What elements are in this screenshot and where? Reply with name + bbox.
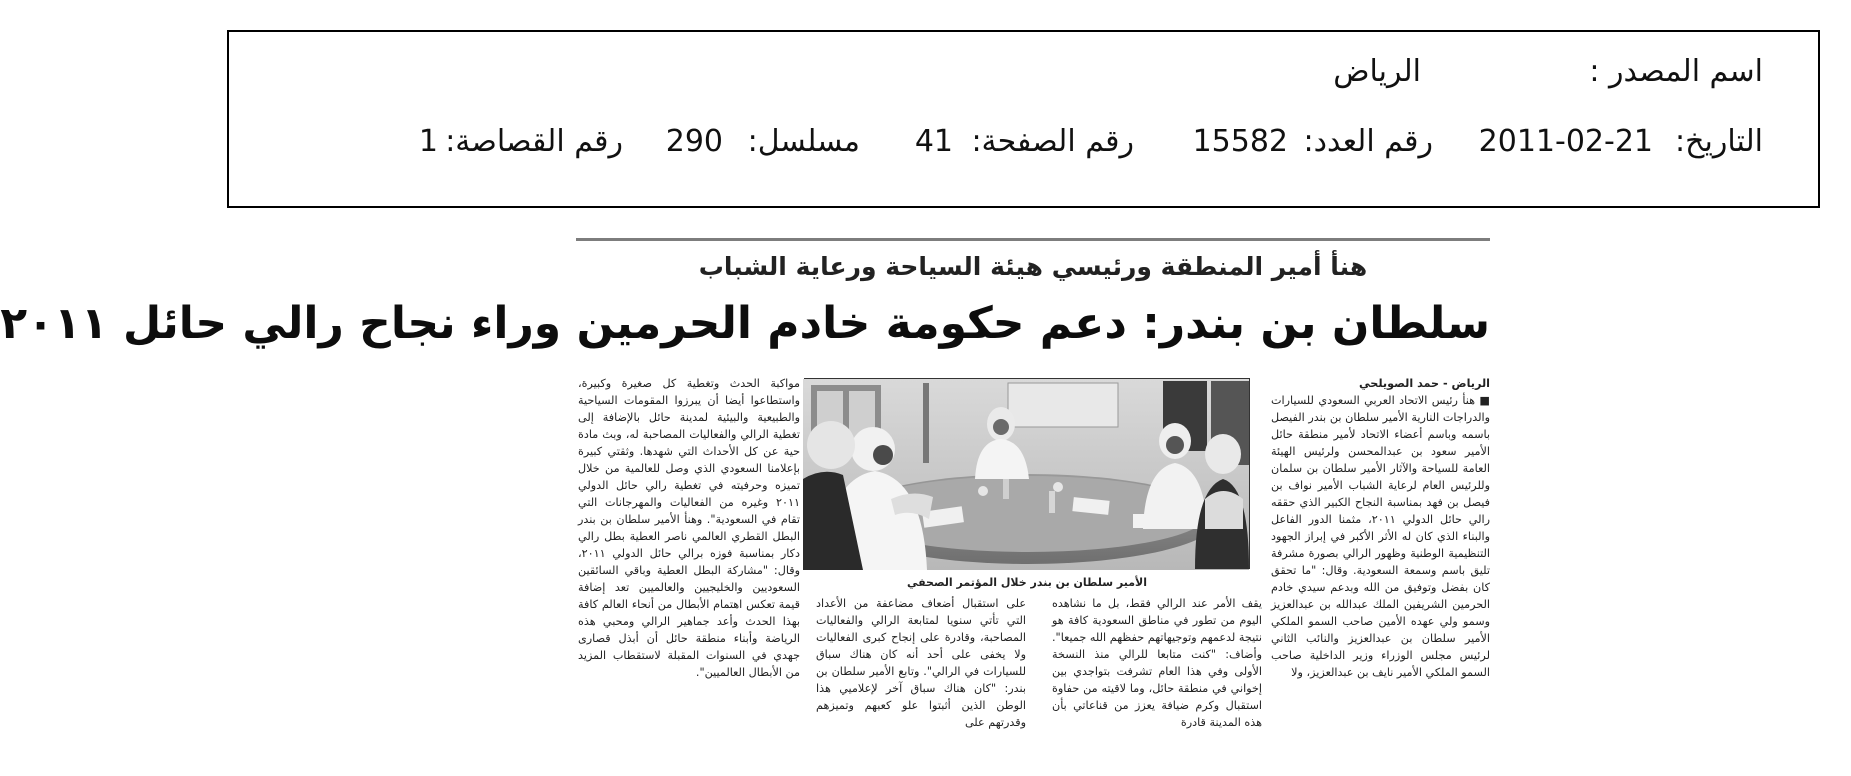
article-byline: الرياض - حمد الصويلحي [1358,377,1490,390]
article-column-left [578,375,800,755]
source-value: الرياض [1333,54,1421,89]
date-label: التاريخ: [1675,124,1763,159]
serial-label: مسلسل: [747,124,860,159]
article-photo [804,378,1250,569]
clip-value: 1 [418,124,438,159]
article-kicker: هنأ أمير المنطقة ورئيسي هيئة السياحة ورعاية الشباب [698,252,1368,281]
photo-caption: الأمير سلطان بن بندر خلال المؤتمر الصحفي [906,576,1148,589]
source-label: اسم المصدر : [1589,54,1763,89]
top-rule [576,238,1490,241]
issue-label: رقم العدد: [1303,124,1433,159]
column-text: على استقبال أضعاف مضاعفة من الأعداد التي تأتي سنويا لمتابعة الرالي والفعاليات المصاحبة، وقادرة على إنجاح كبرى الفعاليات ولا يخفى على أحد أنه كان هناك سباق للسيارات في الرالي". وتابع الأمير سلطان بن بندر: "كان هناك سباق آخر لإعلاميي هذا الوطن الذين أثبتوا علو كعبهم وتميزهم وقدرتهم على [816,597,1026,729]
serial-value: 290 [665,124,723,159]
newspaper-clipping [0,238,1490,756]
date-value: 2011-02-21 [1478,124,1653,159]
article-column-mid-left [816,595,1026,755]
article-column-right [1271,375,1490,753]
issue-value: 15582 [1192,124,1288,159]
page-label: رقم الصفحة: [971,124,1134,159]
column-text: يقف الأمر عند الرالي فقط، بل ما نشاهده اليوم من تطور في مناطق السعودية كافة هو نتيجة لدعمهم وتوجيهاتهم حفظهم الله جميعا". وأضاف: "كنت متابعا للرالي منذ النسخة الأولى وفي هذا العام تشرفت بتواجدي بين إخواني في منطقة حائل، وما لاقيته من حفاوة استقبال وكرم ضيافة يعزز من قناعاتي بأن هذه المدينة قادرة [1052,597,1262,729]
article-headline: سلطان بن بندر: دعم حكومة خادم الحرمين وراء نجاح رالي حائل ٢٠١١ [0,298,1490,349]
source-metadata-box [227,30,1820,208]
page-value: 41 [914,124,953,159]
column-text: مواكبة الحدث وتغطية كل صغيرة وكبيرة، واستطاعوا أيضا أن يبرزوا المقومات السياحية والطبيعية والبيئية لمدينة حائل بالإضافة إلى تغطية الرالي والفعاليات المصاحبة له، وبث مادة حية عن كل الأحداث التي شهدها. وثقتي كبيرة بإعلامنا السعودي الذي وصل للعالمية من خلال تميزه وحرفيته في تغطية رالي حائل الدولي ٢٠١١ وغيره من الفعاليات والمهرجانات التي تقام في السعودية". وهنأ الأمير سلطان بن بندر البطل القطري العالمي ناصر العطية بطل رالي دكار بمناسبة فوزه برالي حائل الدولي ٢٠١١، وقال: "مشاركة البطل العطية وباقي السائقين السعوديين والخليجيين والعالميين تعد إضافة قيمة تعكس اهتمام الأبطال من أنحاء العالم كافة بهذا الحدث وأعد جماهير الرالي ومحبي هذه الرياضة وأبناء منطقة حائل أن أبذل قصارى جهدي في السنوات المقبلة لاستقطاب المزيد من الأبطال العالميين". [578,377,800,679]
column-text: ■ هنأ رئيس الاتحاد العربي السعودي للسيارات والدراجات النارية الأمير سلطان بن بندر الفيصل باسمه وباسم أعضاء الاتحاد لأمير منطقة حائل الأمير سعود بن عبدالمحسن ولرئيس الهيئة العامة للسياحة والآثار الأمير سلطان بن سلمان وللرئيس العام لرعاية الشباب الأمير نواف بن فيصل بن فهد بمناسبة النجاح الكبير الذي حققه رالي حائل الدولي ٢٠١١، مثمنا الدور الفاعل والبناء الذي كان له الأثر الأكبر في إبراز الجهود التنظيمية الوطنية وظهور الرالي بصورة مشرفة تليق باسم وسمعة السعودية. وقال: "ما تحقق كان بفضل وتوفيق من الله وبدعم سيدي خادم الحرمين الشريفين الملك عبدالله بن عبدالعزيز وسمو ولي عهده الأمين صاحب السمو الملكي الأمير سلطان بن عبدالعزيز والنائب الثاني لرئيس مجلس الوزراء وزير الداخلية صاحب السمو الملكي الأمير نايف بن عبدالعزيز، ولا [1271,394,1490,679]
article-column-mid-right [1052,595,1262,755]
clip-label: رقم القصاصة: [445,124,623,159]
